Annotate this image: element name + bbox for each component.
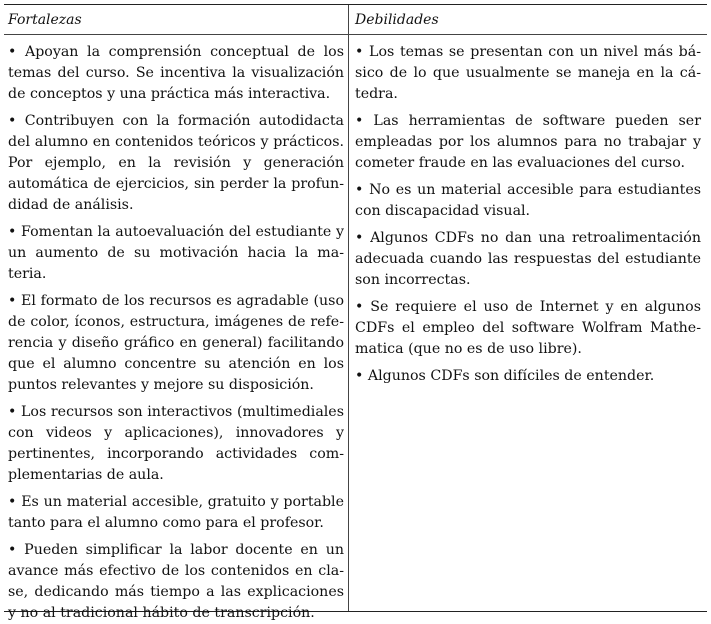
debilidad-item: • Se requiere el uso de Internet y en algunos CDFs el empleo del software Wolfram Mathematica (que no es de uso libre). <box>355 299 701 357</box>
fortaleza-item: • El formato de los recursos es agradable (uso de color, íconos, estructura, imágenes de referencia y diseño gráfico en general) facilitando que el alumno concentre su atención en los puntos relevantes y mejore su disposición. <box>8 293 344 393</box>
table-body-row <box>4 35 707 621</box>
fortaleza-item: • Es un material accesible, gratuito y portable tanto para el alumno como para el profesor. <box>8 494 344 531</box>
table-header-row <box>4 5 707 34</box>
fortaleza-item: • Los recursos son interactivos (multimediales con videos y aplicaciones), innovadores y pertinentes, incorporando actividades complementarias de aula. <box>8 404 344 483</box>
fortaleza-item: • Contribuyen con la formación autodidacta del alumno en contenidos teóricos y prácticos. Por ejemplo, en la revisión y generación automática de ejercicios, sin perder la profundidad de análisis. <box>8 113 344 213</box>
debilidad-item: • Las herramientas de software pueden ser empleadas por los alumnos para no trabajar y cometer fraude en las evaluaciones del curso. <box>355 113 701 171</box>
debilidad-item: • No es un material accesible para estudiantes con discapacidad visual. <box>355 182 701 219</box>
debilidades-column <box>349 35 707 611</box>
debilidad-item: • Algunos CDFs son difíciles de entender. <box>355 368 655 384</box>
header-fortalezas: Fortalezas <box>4 5 349 34</box>
header-debilidades: Debilidades <box>355 11 439 28</box>
debilidad-item: • Algunos CDFs no dan una retroalimentación adecuada cuando las respuestas del estudiante son incorrectas. <box>355 230 701 288</box>
fortalezas-column <box>4 35 349 621</box>
fortaleza-item: • Pueden simplificar la labor docente en un avance más efectivo de los contenidos en clase, dedicando más tiempo a las explicaciones y no al tradicional hábito de transcripción. <box>8 542 344 621</box>
strengths-weaknesses-table <box>4 4 707 621</box>
fortaleza-item: • Apoyan la comprensión conceptual de los temas del curso. Se incentiva la visualización de conceptos y una práctica más interactiva. <box>8 44 344 102</box>
fortaleza-item: • Fomentan la autoevaluación del estudiante y un aumento de su motivación hacia la materia. <box>8 224 344 282</box>
debilidad-item: • Los temas se presentan con un nivel más básico de lo que usualmente se maneja en la cátedra. <box>355 44 701 102</box>
